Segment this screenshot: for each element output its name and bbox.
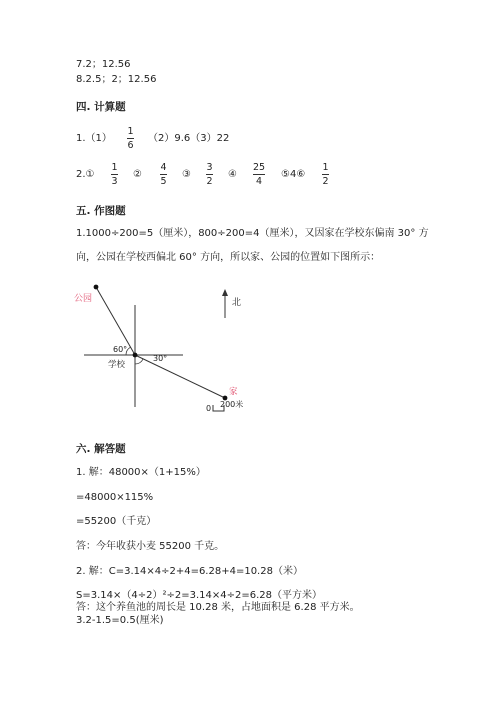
calc-q2-mark-2: ② bbox=[133, 169, 142, 180]
calc-q1-part2: （2）9.6（3）22 bbox=[148, 133, 230, 144]
problem-2-answer: 答：这个养鱼池的周长是 10.28 米，占地面积是 6.28 平方米。 bbox=[76, 602, 360, 613]
fraction-denominator: 5 bbox=[160, 176, 167, 187]
scale-unit-label: 200米 bbox=[220, 400, 244, 409]
school-label: 学校 bbox=[108, 360, 126, 370]
home-label: 家 bbox=[229, 387, 238, 397]
fraction-numerator: 1 bbox=[127, 126, 134, 137]
section-title-calculation: 四. 计算题 bbox=[76, 101, 126, 113]
north-arrow-icon bbox=[222, 289, 228, 296]
problem-2-line-1: 2. 解：C=3.14×4÷2+4=6.28+4=10.28（米） bbox=[76, 566, 303, 577]
problem-1-line-1: 1. 解：48000×（1+15%） bbox=[76, 467, 206, 478]
calc-q2-mark-3: ③ bbox=[182, 169, 191, 180]
park-label: 公园 bbox=[74, 294, 93, 304]
school-home-line bbox=[135, 355, 225, 398]
calc-q2-mark-56: ⑤4⑥ bbox=[281, 169, 306, 180]
fraction-numerator: 3 bbox=[206, 162, 213, 173]
fraction-denominator: 2 bbox=[322, 176, 329, 187]
problem-3-line-1: 3.2-1.5=0.5(厘米) bbox=[76, 615, 164, 626]
angle-30-arc bbox=[135, 359, 143, 364]
problem-2-line-2: S=3.14×（4÷2）²÷2=3.14×4÷2=6.28（平方米） bbox=[76, 590, 322, 601]
park-point bbox=[94, 285, 99, 290]
calc-q1-part1: 1.（1） bbox=[76, 133, 112, 144]
calc-q2-prefix: 2.① bbox=[76, 169, 95, 180]
fraction-denominator: 3 bbox=[111, 176, 118, 187]
section-title-word-problems: 六. 解答题 bbox=[76, 443, 126, 455]
drawing-explanation-line-1: 1.1000÷200=5（厘米），800÷200=4（厘米），又因家在学校东偏南 30° 方 bbox=[76, 228, 429, 239]
fraction-denominator: 2 bbox=[206, 176, 213, 187]
answer-line-7: 7.2；12.56 bbox=[76, 59, 131, 70]
angle-60-label: 60° bbox=[113, 345, 128, 354]
angle-30-label: 30° bbox=[153, 354, 168, 363]
problem-1-answer: 答：今年收获小麦 55200 千克。 bbox=[76, 541, 225, 552]
school-point bbox=[133, 353, 138, 358]
problem-1-line-3: =55200（千克） bbox=[76, 516, 157, 527]
scale-zero-label: 0 bbox=[206, 404, 212, 413]
fraction-denominator: 6 bbox=[127, 140, 134, 151]
fraction-numerator: 25 bbox=[253, 162, 266, 173]
fraction-numerator: 4 bbox=[160, 162, 167, 173]
answer-line-8: 8.2.5；2；12.56 bbox=[76, 74, 157, 85]
fraction-denominator: 4 bbox=[256, 176, 263, 187]
north-label: 北 bbox=[232, 298, 242, 308]
fraction-numerator: 1 bbox=[322, 162, 329, 173]
problem-1-line-2: =48000×115% bbox=[76, 492, 154, 503]
section-title-drawing: 五. 作图题 bbox=[76, 205, 126, 217]
fraction-numerator: 1 bbox=[111, 162, 118, 173]
calc-q2-mark-4: ④ bbox=[228, 169, 237, 180]
drawing-explanation-line-2: 向，公园在学校西偏北 60° 方向，所以家、公园的位置如下图所示： bbox=[76, 252, 381, 263]
